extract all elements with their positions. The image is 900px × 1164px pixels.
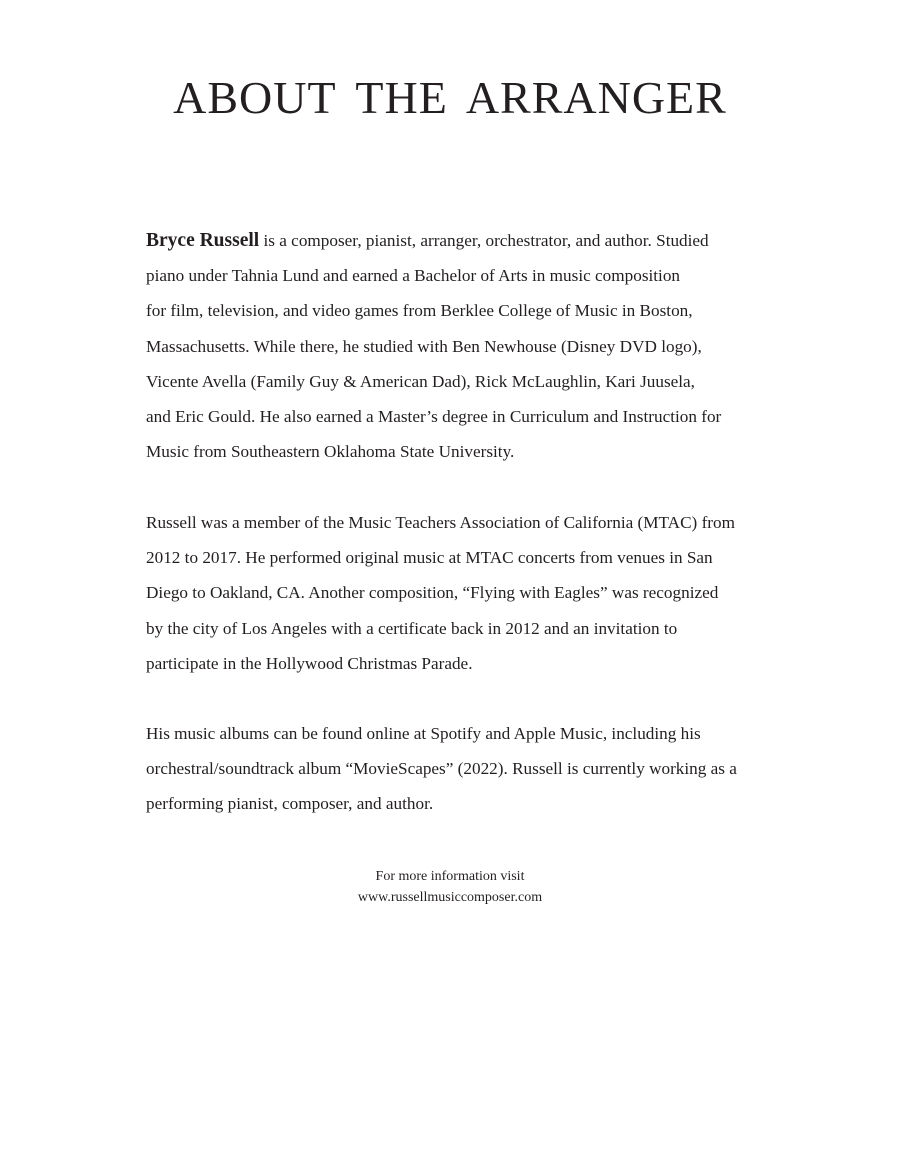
bio-paragraph-1 [146,223,786,469]
bio-line: participate in the Hollywood Christmas Parade. [146,653,473,673]
more-info-footer [0,866,900,908]
bio-line: and Eric Gould. He also earned a Master’s degree in Curriculum and Instruction for [146,407,722,427]
website-url: www.russellmusiccomposer.com [357,890,543,905]
bio-line: Vicente Avella (Family Guy & American Dad), Rick McLaughlin, Kari Juusela, [146,371,695,391]
bio-line: Diego to Oakland, CA. Another composition, “Flying with Eagles” was recognized [146,583,719,603]
bio-line: Russell was a member of the Music Teachers Association of California (MTAC) from [146,513,735,532]
page-title: ABOUT THE ARRANGER [173,72,727,123]
bio-line [146,223,786,258]
more-info-text: For more information visit [375,869,525,884]
bio-line: Music from Southeastern Oklahoma State University. [146,442,515,462]
bio-paragraph-3 [146,716,786,822]
bio-line: His music albums can be found online at Spotify and Apple Music, including his [146,724,701,743]
bio-line: orchestral/soundtrack album “MovieScapes” (2022). Russell is currently working as a [146,759,737,779]
bio-line: for film, television, and video games from Berklee College of Music in Boston, [146,301,693,321]
bio-line: performing pianist, composer, and author. [146,794,434,814]
bio-line: piano under Tahnia Lund and earned a Bachelor of Arts in music composition [146,266,681,286]
bio-line: 2012 to 2017. He performed original music at MTAC concerts from venues in San [146,548,713,568]
bio-line-text: is a composer, pianist, arranger, orchestrator, and author. Studied [259,231,709,250]
bio-line: by the city of Los Angeles with a certificate back in 2012 and an invitation to [146,618,678,638]
bio-line: Massachusetts. While there, he studied with Ben Newhouse (Disney DVD logo), [146,336,702,356]
arranger-name: Bryce Russell [146,230,260,251]
bio-paragraph-2 [146,505,786,681]
